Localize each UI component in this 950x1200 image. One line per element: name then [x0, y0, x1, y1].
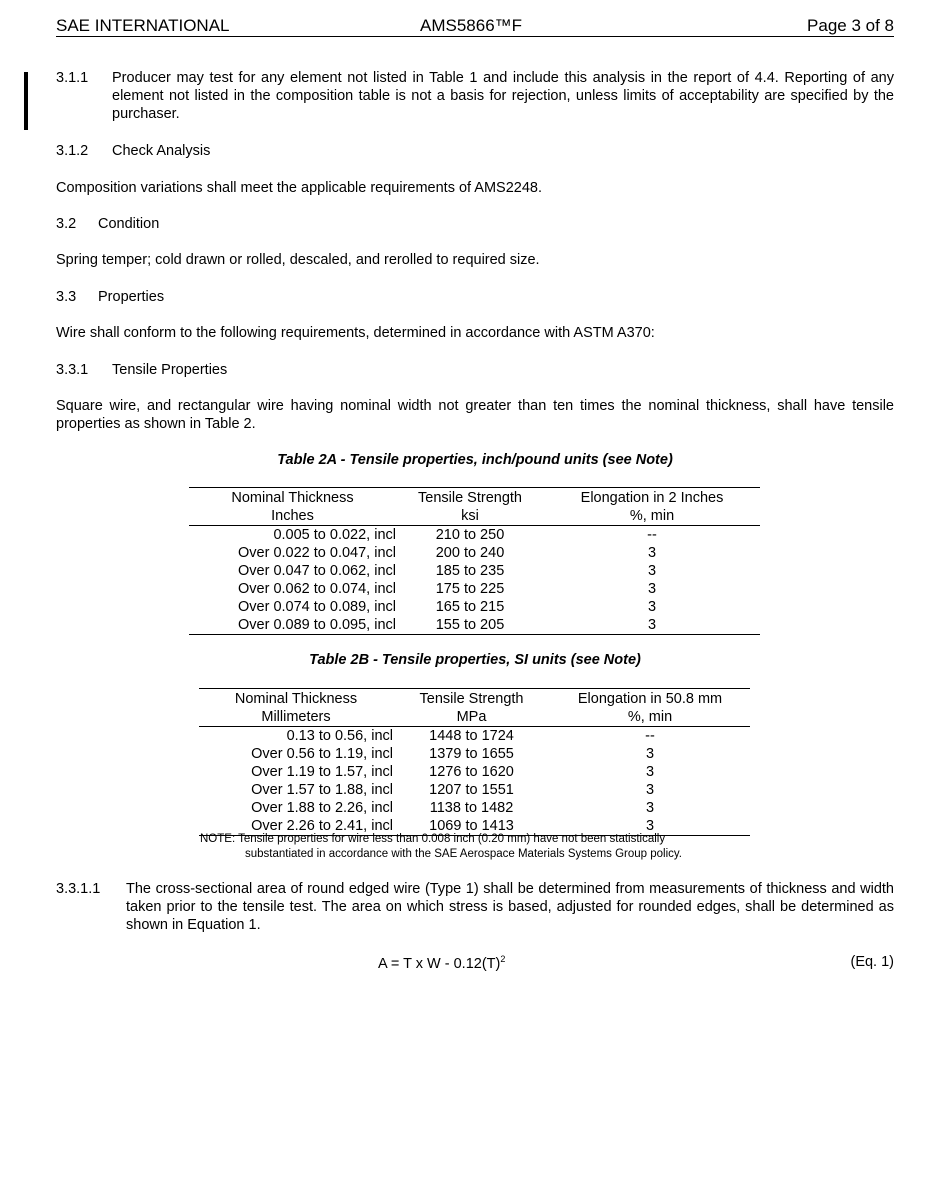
note-line: substantiated in accordance with the SAE Aerospace Materials Systems Group policy.: [245, 848, 683, 860]
header-page-number: Page 3 of 8: [807, 16, 894, 35]
page-header: [56, 14, 894, 37]
section-text: The cross-sectional area of round edged wire (Type 1) shall be determined from measurements of thickness and width taken prior to the tensile test. The area on which stress is based, adjusted for rounded edges, shall be determined as shown in Equation 1.: [126, 881, 894, 933]
table-cell: Over 1.57 to 1.88, incl: [251, 782, 393, 798]
table-cell: 3: [645, 800, 655, 816]
table-cell: Over 0.022 to 0.047, incl: [238, 545, 396, 561]
table-cell: --: [647, 527, 657, 543]
section-title: Check Analysis: [112, 143, 211, 159]
column-header-unit: MPa: [393, 708, 550, 727]
table-cell: 1138 to 1482: [429, 800, 514, 816]
table-cell: Over 0.062 to 0.074, incl: [238, 581, 396, 597]
table-cell: Over 0.074 to 0.089, incl: [238, 599, 396, 615]
section-number: 3.1.2: [56, 143, 89, 159]
section-text: Producer may test for any element not listed in Table 1 and include this analysis in the report of 4.4. Reporting of any element not listed in the composition table is not a basis for rejection, unless limits of acceptability are specified by the purchaser.: [112, 70, 894, 122]
table-cell: 3: [647, 581, 657, 597]
section-number: 3.3.1.1: [56, 881, 101, 897]
table-cell: 0.13 to 0.56, incl: [286, 728, 393, 744]
column-header-unit: %, min: [550, 708, 750, 727]
table-cell: Over 0.089 to 0.095, incl: [189, 616, 396, 635]
table-cell: 3: [550, 817, 750, 836]
column-header-unit: Inches: [189, 507, 396, 526]
table-cell: Over 0.047 to 0.062, incl: [238, 563, 396, 579]
table-cell: 3: [647, 599, 657, 615]
table-cell: Over 2.26 to 2.41, incl: [199, 817, 393, 836]
section-number: 3.1.1: [56, 70, 89, 86]
table-cell: 155 to 205: [396, 616, 544, 635]
table-row: [199, 799, 750, 817]
section-number: 3.2: [56, 216, 77, 232]
column-header-unit: Millimeters: [199, 708, 393, 727]
table-row: [189, 580, 760, 598]
column-header: Elongation in 50.8 mm: [550, 689, 750, 709]
section-3-1-2-body: Composition variations shall meet the applicable requirements of AMS2248.: [56, 180, 543, 196]
column-header: Tensile Strength: [396, 488, 544, 508]
table-row: [199, 781, 750, 799]
column-header: Elongation in 2 Inches: [544, 488, 760, 508]
section-number: 3.3.1: [56, 362, 89, 378]
equation-label: (Eq. 1): [850, 954, 894, 970]
column-header: Nominal Thickness: [199, 689, 393, 709]
note-line: NOTE: Tensile properties for wire less than 0.008 inch (0.20 mm) have not been statistically: [200, 833, 666, 845]
table-cell: 1069 to 1413: [393, 817, 550, 836]
section-title: Condition: [98, 216, 160, 232]
table-note: [200, 832, 682, 862]
table-2a: [189, 487, 760, 635]
table-row: [189, 562, 760, 580]
header-org: SAE INTERNATIONAL: [56, 16, 230, 35]
table-cell: 3: [645, 782, 655, 798]
table-2b: [199, 688, 750, 836]
table-cell: 1276 to 1620: [429, 764, 514, 780]
table-cell: Over 1.88 to 2.26, incl: [251, 800, 393, 816]
table-cell: 175 to 225: [435, 581, 505, 597]
table-cell: 210 to 250: [435, 527, 505, 543]
column-header: Nominal Thickness: [189, 488, 396, 508]
column-header-unit: %, min: [544, 507, 760, 526]
table-cell: 200 to 240: [435, 545, 505, 561]
table-cell: --: [645, 728, 655, 744]
section-3-2-body: Spring temper; cold drawn or rolled, descaled, and rerolled to required size.: [56, 252, 540, 268]
section-3-3-1-body: Square wire, and rectangular wire having nominal width not greater than ten times the nominal thickness, shall have tensile properties as shown in Table 2.: [56, 398, 894, 432]
equation-exponent: 2: [500, 954, 506, 964]
table-cell: Over 1.19 to 1.57, incl: [251, 764, 393, 780]
equation: [378, 954, 505, 972]
table-2a-caption: Table 2A - Tensile properties, inch/pound units (see Note): [277, 452, 673, 468]
section-title: Properties: [98, 289, 165, 305]
table-cell: 165 to 215: [435, 599, 505, 615]
column-header: Tensile Strength: [393, 689, 550, 709]
table-cell: 1379 to 1655: [429, 746, 514, 762]
table-row: [199, 745, 750, 763]
table-cell: 3: [645, 746, 655, 762]
table-row: [199, 727, 750, 746]
table-cell: 3: [645, 764, 655, 780]
table-row: [189, 544, 760, 562]
header-doc-id: AMS5866™F: [420, 16, 523, 35]
section-3-3-body: Wire shall conform to the following requirements, determined in accordance with ASTM A370:: [56, 325, 655, 341]
revision-change-bar: [24, 72, 28, 130]
table-cell: 3: [647, 545, 657, 561]
equation-expression: A = T x W - 0.12(T): [378, 955, 501, 972]
table-row: [199, 763, 750, 781]
table-cell: 1448 to 1724: [429, 728, 514, 744]
section-number: 3.3: [56, 289, 77, 305]
table-cell: 1207 to 1551: [429, 782, 514, 798]
table-cell: 3: [647, 563, 657, 579]
table-row: [189, 616, 760, 635]
table-cell: 185 to 235: [435, 563, 505, 579]
table-cell: 0.005 to 0.022, incl: [273, 527, 396, 543]
section-title: Tensile Properties: [112, 362, 228, 378]
table-cell: 3: [544, 616, 760, 635]
table-cell: Over 0.56 to 1.19, incl: [251, 746, 393, 762]
table-row: [189, 526, 760, 545]
column-header-unit: ksi: [396, 507, 544, 526]
table-2b-caption: Table 2B - Tensile properties, SI units (see Note): [309, 652, 641, 668]
table-row: [189, 598, 760, 616]
